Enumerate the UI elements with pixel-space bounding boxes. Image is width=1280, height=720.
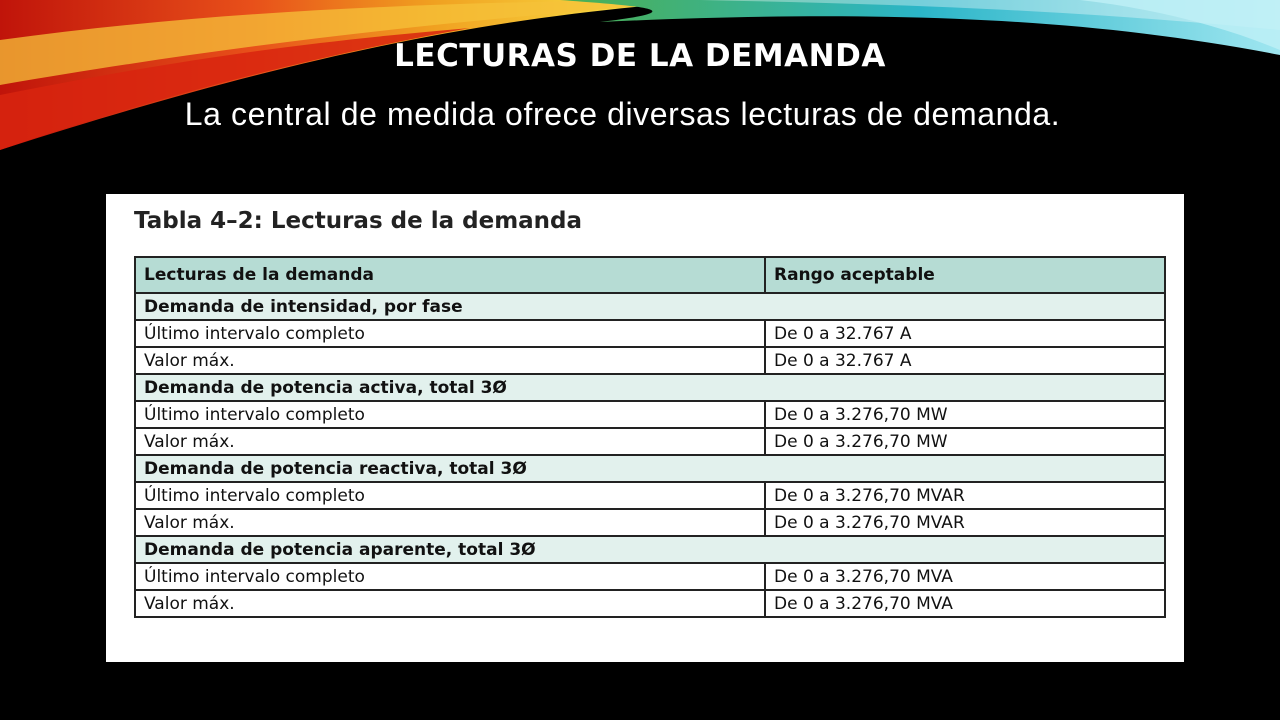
range-cell: De 0 a 3.276,70 MVA <box>765 590 1165 617</box>
range-cell: De 0 a 32.767 A <box>765 347 1165 374</box>
range-cell: De 0 a 3.276,70 MVAR <box>765 482 1165 509</box>
table-row <box>135 482 1165 509</box>
demand-table-wrapper <box>134 256 1164 618</box>
slide-title: LECTURAS DE LA DEMANDA <box>394 38 886 74</box>
table-section-row <box>135 455 1165 482</box>
table-row <box>135 509 1165 536</box>
range-cell: De 0 a 32.767 A <box>765 320 1165 347</box>
reading-cell: Valor máx. <box>135 509 765 536</box>
demand-readings-table <box>134 256 1166 618</box>
reading-cell: Último intervalo completo <box>135 482 765 509</box>
section-title: Demanda de intensidad, por fase <box>135 293 1165 320</box>
column-header-readings: Lecturas de la demanda <box>135 257 765 293</box>
table-row <box>135 428 1165 455</box>
column-header-range: Rango aceptable <box>765 257 1165 293</box>
table-caption: Tabla 4–2: Lecturas de la demanda <box>134 208 583 234</box>
table-row <box>135 563 1165 590</box>
reading-cell: Último intervalo completo <box>135 401 765 428</box>
table-section-row <box>135 536 1165 563</box>
table-image-panel <box>106 194 1184 662</box>
table-section-row <box>135 374 1165 401</box>
range-cell: De 0 a 3.276,70 MW <box>765 401 1165 428</box>
range-cell: De 0 a 3.276,70 MW <box>765 428 1165 455</box>
reading-cell: Valor máx. <box>135 590 765 617</box>
reading-cell: Último intervalo completo <box>135 563 765 590</box>
slide-subtitle: La central de medida ofrece diversas lecturas de demanda. <box>184 96 1061 132</box>
table-row <box>135 401 1165 428</box>
section-title: Demanda de potencia aparente, total 3Ø <box>135 536 1165 563</box>
section-title: Demanda de potencia activa, total 3Ø <box>135 374 1165 401</box>
table-row <box>135 347 1165 374</box>
reading-cell: Valor máx. <box>135 428 765 455</box>
range-cell: De 0 a 3.276,70 MVAR <box>765 509 1165 536</box>
reading-cell: Último intervalo completo <box>135 320 765 347</box>
rainbow-swoosh-decoration <box>0 0 1280 160</box>
range-cell: De 0 a 3.276,70 MVA <box>765 563 1165 590</box>
section-title: Demanda de potencia reactiva, total 3Ø <box>135 455 1165 482</box>
reading-cell: Valor máx. <box>135 347 765 374</box>
table-row <box>135 320 1165 347</box>
table-row <box>135 590 1165 617</box>
table-header-row <box>135 257 1165 293</box>
table-section-row <box>135 293 1165 320</box>
